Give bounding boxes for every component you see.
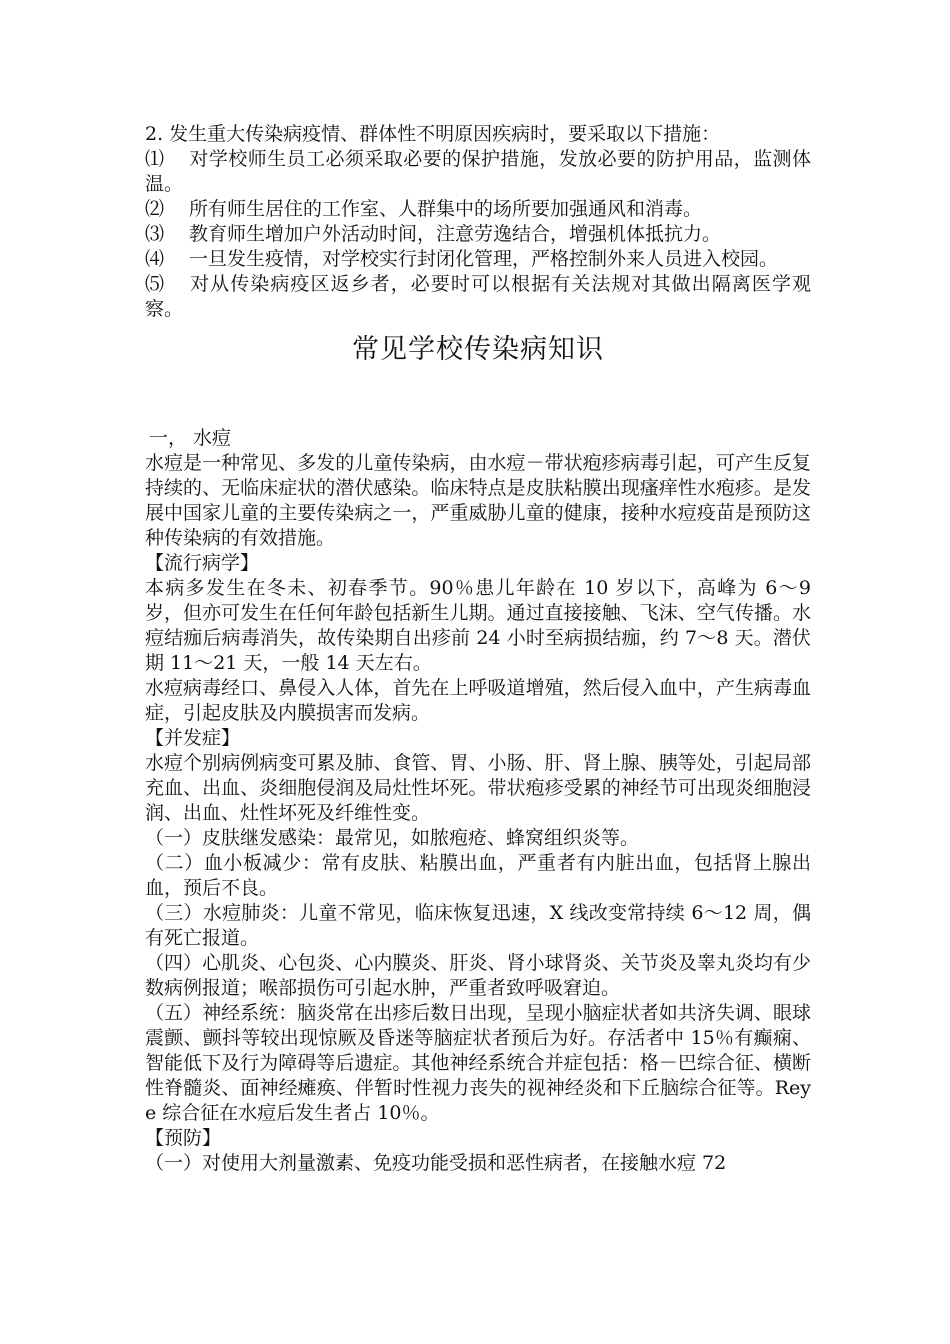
epidemiology-paragraph: 本病多发生在冬未、初春季节。90％患儿年龄在 10 岁以下，高峰为 6～9 岁，但亦可发生在任何年龄包括新生儿期。通过直接接触、飞沫、空气传播。水痘结痂后病毒消失，故传染期自出疹前 24 小时至病损结痂，约 7～8 天。潜伏期 11～21 天，一般 14 天左右。 [145, 577, 811, 674]
complication-item: （四）心肌炎、心包炎、心内膜炎、肝炎、肾小球肾炎、关节炎及睾丸炎均有少数病例报道；喉部损伤可引起水肿，严重者致呼吸窘迫。 [145, 952, 811, 999]
measure-number: ⑶ [145, 223, 165, 245]
measure-item [145, 247, 811, 272]
complication-item: （五）神经系统：脑炎常在出疹后数日出现，呈现小脑症状者如共济失调、眼球震颤、颤抖等较出现惊厥及昏迷等脑症状者预后为好。存活者中 15％有癫痫、智能低下及行为障碍等后遗症。其他神经系统合并症包括：格－巴综合征、横断性脊髓炎、面神经瘫痪、伴暂时性视力丧失的视神经炎和下丘脑综合征等。Reye 综合征在水痘后发生者占 10％。 [145, 1002, 811, 1124]
complication-item: （三）水痘肺炎：儿童不常见，临床恢复迅速，X 线改变常持续 6～12 周，偶有死亡报道。 [145, 902, 811, 949]
measure-item [145, 222, 811, 247]
epidemiology-paragraph: 水痘病毒经口、鼻侵入人体，首先在上呼吸道增殖，然后侵入血中，产生病毒血症，引起皮肤及内膜损害而发病。 [145, 677, 811, 724]
section-heading: 一， 水痘 [149, 427, 232, 449]
measure-text: 教育师生增加户外活动时间，注意劳逸结合，增强机体抵抗力。 [189, 223, 722, 245]
complications-heading: 【并发症】 [145, 727, 241, 749]
measure-text: 对从传染病疫区返乡者，必要时可以根据有关法规对其做出隔离医学观察。 [145, 273, 811, 320]
complication-item: （二）血小板减少：常有皮肤、粘膜出血，严重者有内脏出血，包括肾上腺出血，预后不良。 [145, 852, 811, 899]
measure-number: ⑷ [145, 248, 165, 270]
measure-text: 一旦发生疫情，对学校实行封闭化管理，严格控制外来人员进入校园。 [189, 248, 779, 270]
measure-item [145, 147, 811, 197]
complication-item: （一）皮肤继发感染：最常见，如脓疱疮、蜂窝组织炎等。 [145, 827, 640, 849]
measures-intro: 2. 发生重大传染病疫情、群体性不明原因疾病时，要采取以下措施： [145, 123, 721, 145]
measure-number: ⑴ [145, 148, 165, 170]
prevention-paragraph: （一）对使用大剂量激素、免疫功能受损和恶性病者，在接触水痘 72 [145, 1152, 727, 1174]
complications-paragraph: 水痘个别病例病变可累及肺、食管、胃、小肠、肝、肾上腺、胰等处，引起局部充血、出血、炎细胞侵润及局灶性坏死。带状疱疹受累的神经节可出现炎细胞浸润、出血、灶性坏死及纤维性变。 [145, 752, 811, 824]
measure-text: 对学校师生员工必须采取必要的保护措施，发放必要的防护用品，监测体温。 [145, 148, 811, 195]
measure-number: ⑸ [145, 273, 165, 295]
measure-number: ⑵ [145, 198, 165, 220]
measure-item [145, 272, 811, 322]
section-intro: 水痘是一种常见、多发的儿童传染病，由水痘－带状疱疹病毒引起，可产生反复持续的、无临床症状的潜伏感染。临床特点是皮肤粘膜出现瘙痒性水疱疹。是发展中国家儿童的主要传染病之一，严重威胁儿童的健康，接种水痘疫苗是预防这种传染病的有效措施。 [145, 452, 811, 549]
epidemiology-heading: 【流行病学】 [145, 552, 260, 574]
page-title: 常见学校传染病知识 [352, 334, 604, 365]
measure-item [145, 197, 811, 222]
prevention-heading: 【预防】 [145, 1127, 222, 1149]
document-page [145, 122, 811, 1176]
measure-text: 所有师生居住的工作室、人群集中的场所要加强通风和消毒。 [189, 198, 703, 220]
